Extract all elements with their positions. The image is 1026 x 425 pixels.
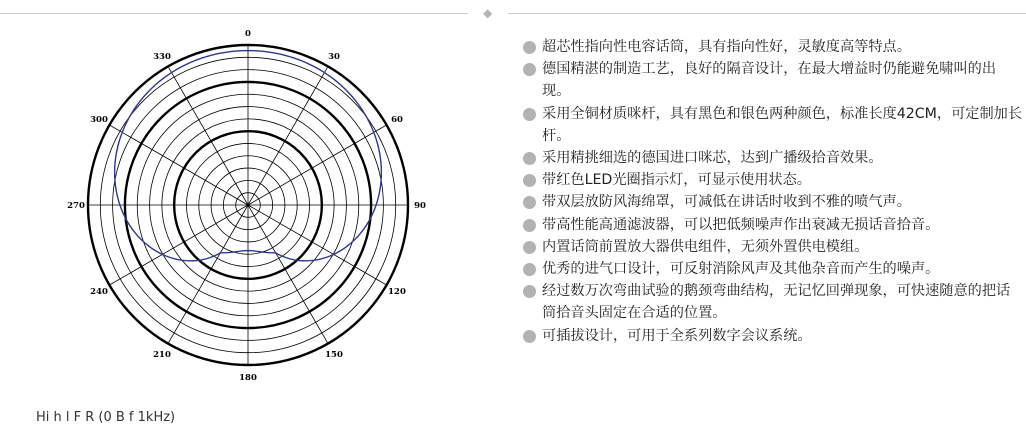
divider-line-right [508, 13, 1026, 14]
feature-item [522, 236, 1022, 258]
angle-label: 0 [245, 29, 251, 39]
feature-item [522, 58, 1022, 102]
bullet-icon [523, 174, 536, 187]
feature-text: 可插拔设计，可用于全系列数字会议系统。 [542, 327, 812, 344]
bullet-icon [523, 330, 536, 343]
angle-label: 210 [153, 350, 171, 360]
feature-item [522, 103, 1022, 147]
angle-label: 150 [325, 350, 343, 360]
bullet-icon [523, 152, 536, 165]
feature-item [522, 191, 1022, 213]
polar-spoke [248, 125, 387, 205]
feature-item [522, 258, 1022, 280]
feature-text: 带红色LED光圈指示灯，可显示使用状态。 [542, 172, 811, 189]
polar-spoke [248, 205, 328, 344]
angle-label: 240 [90, 287, 108, 297]
angle-label: 120 [388, 287, 406, 297]
angle-label: 30 [328, 52, 340, 62]
feature-text: 内置话筒前置放大器供电组件，无须外置供电模组。 [542, 238, 869, 255]
feature-item [522, 36, 1022, 58]
bullet-icon [523, 285, 536, 298]
feature-item [522, 325, 1022, 347]
feature-item [522, 147, 1022, 169]
polar-spoke [168, 205, 248, 344]
feature-text: 优秀的进气口设计，可反射消除风声及其他杂音而产生的噪声。 [542, 261, 940, 278]
polar-spoke [248, 66, 328, 205]
angle-label: 180 [239, 373, 257, 383]
feature-list [522, 36, 1022, 347]
bullet-icon [523, 108, 536, 121]
bullet-icon [523, 263, 536, 276]
angle-label: 330 [153, 52, 171, 62]
feature-text: 采用精挑细选的德国进口咪芯，达到广播级拾音效果。 [542, 150, 883, 167]
bullet-icon [523, 41, 536, 54]
polar-spoke [248, 205, 387, 285]
feature-text: 带双层放防风海绵罩，可减低在讲话时收到不雅的喷气声。 [542, 194, 911, 211]
bottom-caption: Hi h l F R (0 B f 1kHz) [36, 410, 176, 425]
bullet-icon [523, 63, 536, 76]
angle-label: 60 [391, 115, 403, 125]
bullet-icon [523, 196, 536, 209]
angle-label: 90 [414, 201, 426, 211]
polar-spoke [109, 205, 248, 285]
angle-label: 300 [90, 115, 108, 125]
feature-text: 经过数万次弯曲试验的鹅颈弯曲结构，无记忆回弹现象，可快速随意的把话筒拾音头固定在合适的位置。 [542, 283, 1011, 322]
bullet-icon [523, 219, 536, 232]
feature-text: 超芯性指向性电容话筒，具有指向性好，灵敏度高等特点。 [542, 39, 911, 55]
feature-item [522, 280, 1022, 324]
polar-spoke [168, 66, 248, 205]
feature-item [522, 169, 1022, 191]
feature-text: 采用全铜材质咪杆，具有黑色和银色两种颜色，标准长度42CM，可定制加长杆。 [542, 105, 1023, 144]
bullet-icon [523, 241, 536, 254]
feature-text: 带高性能高通滤波器，可以把低频噪声作出衰减无损话音拾音。 [542, 216, 940, 233]
feature-item [522, 214, 1022, 236]
polar-pattern-diagram [0, 0, 500, 410]
angle-label: 270 [67, 201, 85, 211]
feature-text: 德国精湛的制造工艺，良好的隔音设计，在最大增益时仍能避免啸叫的出现。 [542, 61, 997, 100]
polar-spoke [109, 125, 248, 205]
divider-diamond-icon: ◆ [483, 6, 493, 20]
